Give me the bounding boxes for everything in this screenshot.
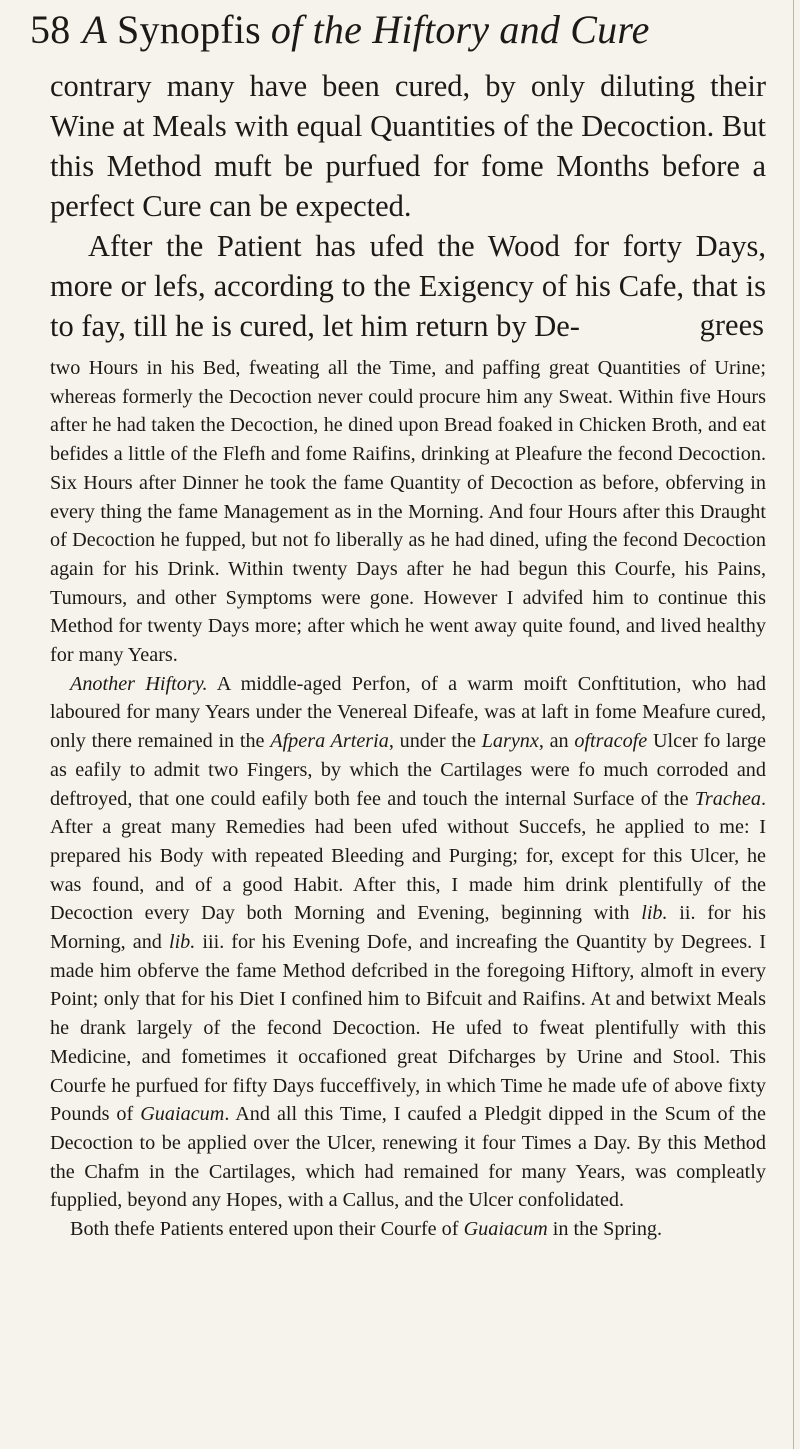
latin-term-aspera-arteria: Afpera Arteria <box>270 730 389 753</box>
large-text-block <box>50 66 766 346</box>
page-number: 58 <box>30 7 71 52</box>
text-run: A middle-aged Perfon, of a warm moift Conftitution, who had laboured for many Years under the Venereal Difeafe, was at laft in fome Meafure cured, only there remained in the <box>50 672 766 753</box>
abbrev-lib: lib. <box>168 931 196 954</box>
text-run: Both thefe Patients entered upon their Courfe of <box>70 1218 464 1241</box>
small-paragraph-3 <box>50 1215 766 1244</box>
latin-term-guaiacum: Guaiacum <box>140 1103 225 1126</box>
text-run: . And all this Time, I caufed a Pledgit dipped in the Scum of the Decoction to be applied over the Ulcer, renewing it four Times a Day. By this Method the Chafm in the Cartilages, which had remained for many Years, was compleatly fupplied, beyond any Hopes, with a Callus, and the Ulcer confolidated. <box>50 1103 766 1212</box>
another-history-heading: Another Hiftory. <box>70 672 208 695</box>
latin-term-larynx: Larynx <box>481 730 539 753</box>
running-head-synopsis: Synopfis <box>117 7 261 52</box>
catchword: grees <box>699 308 764 342</box>
small-text-block <box>50 354 766 1244</box>
small-paragraph-1: two Hours in his Bed, fweating all the Time, and paffing great Quantities of Urine; whereas formerly the Decoction never could procure him any Sweat. Within five Hours after he had taken the Decoction, he dined upon Bread foaked in Chicken Broth, and eat befides a little of the Flefh and fome Raifins, drinking at Pleafure the fecond Decoction. Six Hours after Dinner he took the fame Quantity of Decoction as before, obferving in every thing the fame Management as in the Morning. And four Hours after this Draught of Decoction he fupped, but not fo liberally as he had dined, ufing the fecond Decoction again for his Drink. Within twenty Days after he had begun this Courfe, his Pains, Tumours, and other Symptoms were gone. However I advifed him to continue this Method for twenty Days more; after which he went away quite found, and lived healthy for many Years. <box>50 357 766 667</box>
latin-term-ostracose: oftracofe <box>574 730 648 753</box>
text-run: , an <box>538 730 575 753</box>
latin-term-guaiacum: Guaiacum <box>463 1218 548 1241</box>
text-run: iii. for his Evening Dofe, and increafing the Quantity by Degrees. I made him obferve the fame Method defcribed in the foregoing Hiftory, almoft in every Point; only that for his Diet I confined him to Bifcuit and Raifins. At and betwixt Meals he drank largely of the fecond Decoction. He ufed to fweat plentifully with this Medicine, and fometimes it occafioned great Difcharges by Urine and Stool. This Courfe he purfued for fifty Days fucceffively, in which Time he made ufe of above fixty Pounds of <box>50 931 766 1126</box>
running-head-title: of the Hiftory and Cure <box>270 7 650 52</box>
latin-term-trachea: Trachea <box>694 787 761 810</box>
text-run: Ulcer fo large as eafily to admit two Fingers, by which the Cartilages were fo much corroded and deftroyed, that one could eafily both fee and touch the internal Surface of the <box>50 730 766 810</box>
text-run: . After a great many Remedies had been ufed without Succefs, he applied to me: I prepared his Body with repeated Bleeding and Purging; for, except for this Ulcer, he was found, and of a good Habit. After this, I made him drink plentifully of the Decoction every Day both Morning and Evening, beginning with <box>50 787 766 925</box>
running-head-article: A <box>82 7 108 52</box>
running-head <box>30 6 650 62</box>
abbrev-lib: lib. <box>641 902 668 925</box>
small-paragraph-2 <box>50 670 766 1215</box>
text-run: in the Spring. <box>547 1218 663 1241</box>
text-run: , under the <box>388 730 482 753</box>
page-edge-rule <box>793 0 794 1449</box>
large-paragraph-1: contrary many have been cured, by only diluting their Wine at Meals with equal Quantities of the Decoction. But this Method muft be purfued for fome Months before a perfect Cure can be expected. <box>50 69 766 223</box>
text-run: ii. for his Morning, and <box>50 902 766 954</box>
large-paragraph-2: After the Patient has ufed the Wood for forty Days, more or lefs, according to the Exigency of his Cafe, that is to fay, till he is cured, let him return by De- <box>50 229 766 343</box>
